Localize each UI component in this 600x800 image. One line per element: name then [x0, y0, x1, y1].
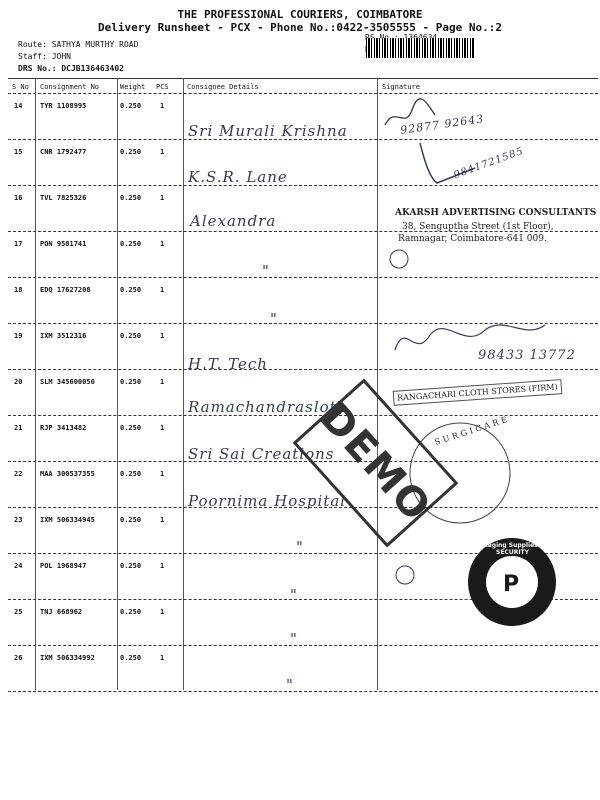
company-name: THE PROFESSIONAL COURIERS, COIMBATORE [177, 8, 423, 21]
row-sno: 26 [14, 654, 23, 662]
row-sno: 22 [14, 470, 23, 478]
row-consignment: PON 9581741 [40, 240, 87, 248]
row-weight: 0.250 [120, 102, 142, 110]
handwritten-consignee: Sri Murali Krishna [188, 122, 348, 140]
row-divider [8, 645, 598, 646]
row-weight: 0.250 [120, 562, 142, 570]
handwritten-consignee: Sri Sai Creations [188, 445, 335, 463]
handwritten-phone: 98433 13772 [478, 348, 576, 363]
handwritten-ditto: " [270, 310, 278, 328]
row-sno: 23 [14, 516, 23, 524]
col-header-weight: Weight [120, 83, 146, 91]
row-consignment: POL 1968947 [40, 562, 87, 570]
row-weight: 0.250 [120, 516, 142, 524]
row-pcs: 1 [160, 516, 165, 524]
row-consignment: IXM 506334945 [40, 516, 95, 524]
handwritten-ditto: " [296, 538, 304, 556]
stamp-seal [465, 535, 560, 630]
row-sno: 20 [14, 378, 23, 386]
handwritten-consignee: Poornima Hospital [188, 492, 347, 510]
handwritten-consignee: K.S.R. Lane [188, 168, 288, 186]
row-consignment: MAA 300537355 [40, 470, 95, 478]
row-pcs: 1 [160, 424, 165, 432]
row-weight: 0.250 [120, 194, 142, 202]
handwritten-ditto: " [286, 676, 294, 694]
stamp-round-text: SURGICARE [433, 414, 512, 447]
handwritten-consignee: Ramachandrasloth [188, 398, 348, 416]
handwritten-ditto: " [290, 586, 298, 604]
row-sno: 21 [14, 424, 23, 432]
row-weight: 0.250 [120, 148, 142, 156]
row-divider [8, 691, 598, 692]
row-weight: 0.250 [120, 654, 142, 662]
row-pcs: 1 [160, 332, 165, 340]
row-weight: 0.250 [120, 470, 142, 478]
col-header-details: Consignee Details [187, 83, 259, 91]
svg-text:P: P [503, 572, 520, 597]
stamp-seal-text: Packaging Supplies Ltd. SECURITY [471, 542, 554, 556]
row-sno: 24 [14, 562, 23, 570]
row-consignment: TVL 7825326 [40, 194, 87, 202]
table-top-border [8, 78, 598, 79]
demo-watermark-text: DEMO [310, 394, 441, 532]
barcode [366, 38, 474, 58]
handwritten-consignee: Alexandra [190, 212, 277, 230]
stamp-akarsh-address: 38, Senguptha Street (1st Floor), [402, 222, 554, 232]
row-sno: 16 [14, 194, 23, 202]
stamp-akarsh-name: AKARSH ADVERTISING CONSULTANTS [395, 208, 597, 218]
stamp-rangachari: RANGACHARI CLOTH STORES (FIRM) [393, 379, 562, 406]
row-consignment: RJP 3413482 [40, 424, 87, 432]
route-label: Route: SATHYA MURTHY ROAD [18, 40, 139, 49]
row-consignment: CNR 1792477 [40, 148, 87, 156]
runsheet-title: Delivery Runsheet - PCX - Phone No.:0422-3505555 - Page No.:2 [98, 21, 502, 34]
row-sno: 17 [14, 240, 23, 248]
initials-row24 [390, 565, 420, 585]
row-consignment: TNJ 668962 [40, 608, 83, 616]
row-weight: 0.250 [120, 378, 142, 386]
row-pcs: 1 [160, 194, 165, 202]
row-pcs: 1 [160, 608, 165, 616]
row-pcs: 1 [160, 102, 165, 110]
row-sno: 25 [14, 608, 23, 616]
handwritten-phone: 92877 92643 [399, 112, 485, 137]
row-consignment: IXM 3512316 [40, 332, 87, 340]
handwritten-ditto: " [290, 630, 298, 648]
row-consignment: EDQ 17627208 [40, 286, 91, 294]
handwritten-consignee: H.T. Tech [188, 355, 268, 373]
row-pcs: 1 [160, 286, 165, 294]
col-header-signature: Signature [382, 83, 420, 91]
handwritten-ditto: " [262, 262, 270, 280]
col-header-sno: S No [12, 83, 29, 91]
row-sno: 19 [14, 332, 23, 340]
row-weight: 0.250 [120, 608, 142, 616]
row-pcs: 1 [160, 240, 165, 248]
row-weight: 0.250 [120, 240, 142, 248]
stamp-akarsh-address: Ramnagar, Coimbatore-641 009. [398, 234, 547, 244]
row-pcs: 1 [160, 148, 165, 156]
row-weight: 0.250 [120, 286, 142, 294]
row-pcs: 1 [160, 378, 165, 386]
row-consignment: IXM 506334992 [40, 654, 95, 662]
col-header-pcs: PCS [156, 83, 169, 91]
row-pcs: 1 [160, 654, 165, 662]
table-header-divider [8, 93, 598, 94]
row-pcs: 1 [160, 562, 165, 570]
row-sno: 14 [14, 102, 23, 110]
row-weight: 0.250 [120, 332, 142, 340]
handwritten-phone: 9841721585 [452, 145, 526, 182]
drs-number: DRS No.: DCJB136463402 [18, 64, 124, 73]
row-sno: 18 [14, 286, 23, 294]
initials-row17 [388, 248, 410, 270]
col-header-consignment: Consignment No [40, 83, 100, 91]
row-consignment: SLM 345600056 [40, 378, 95, 386]
row-weight: 0.250 [120, 424, 142, 432]
row-pcs: 1 [160, 470, 165, 478]
staff-label: Staff: JOHN [18, 52, 71, 61]
row-sno: 15 [14, 148, 23, 156]
row-consignment: TYR 1108995 [40, 102, 87, 110]
row-divider [8, 277, 598, 278]
